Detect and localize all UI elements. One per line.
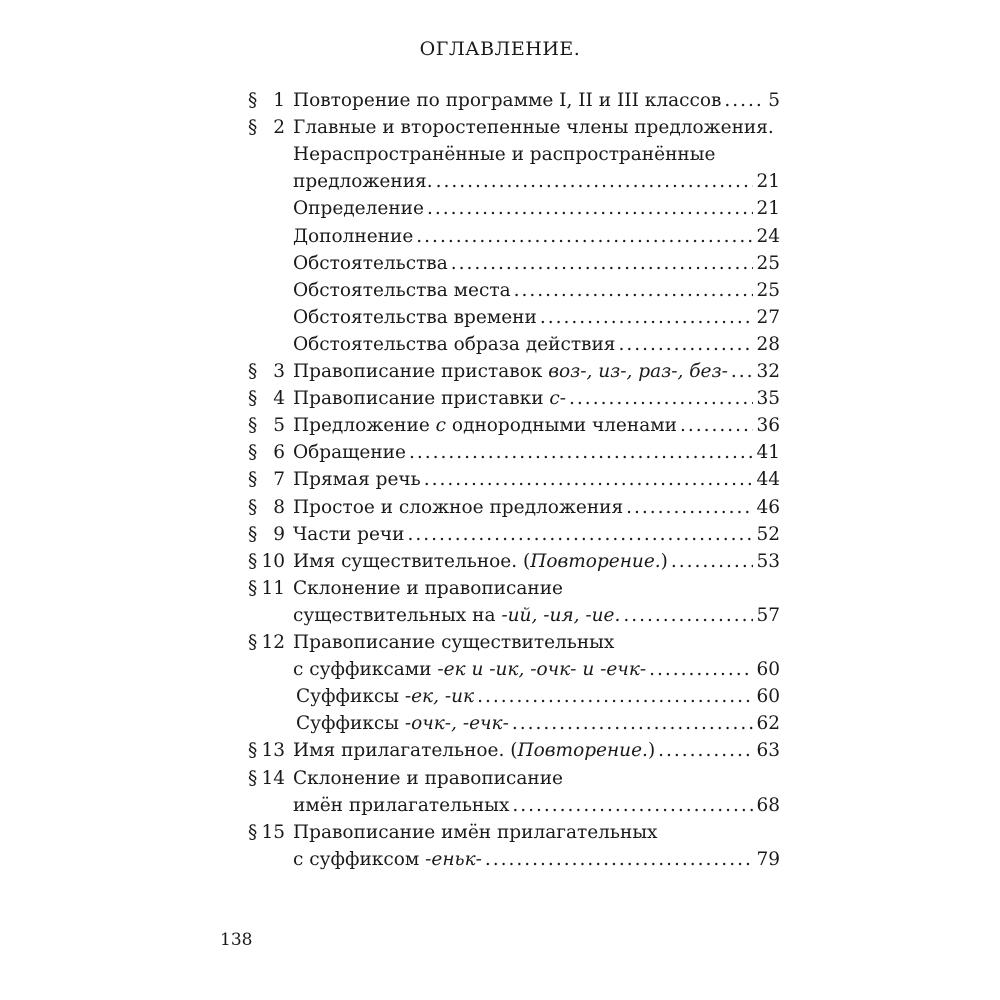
section-sign: §	[248, 632, 258, 653]
section-number: 4	[273, 388, 285, 410]
leader-dots	[409, 439, 754, 466]
section-sign: §	[248, 117, 258, 139]
entry-title: существительных на -ий, -ия, -ие.	[293, 604, 621, 626]
leader-dots	[649, 656, 753, 683]
entry-title: с суффиксом -еньк-	[293, 848, 482, 870]
entry-title: Повторение по программе I, II и III классов	[293, 90, 722, 111]
toc-entry	[293, 521, 780, 548]
toc-line	[0, 87, 1000, 114]
entry-title: Правописание приставки с-	[293, 388, 567, 410]
toc-entry	[293, 575, 780, 602]
entry-page-number: 44	[756, 469, 780, 491]
section-number: 10	[261, 550, 285, 572]
section-number: 14	[261, 767, 285, 789]
entry-title: Прямая речь	[293, 469, 421, 491]
entry-page-number: 60	[756, 659, 780, 681]
entry-page-number: 52	[756, 523, 780, 545]
leader-dots	[569, 385, 753, 412]
section-sign: §	[248, 415, 258, 437]
entry-page-number: 46	[756, 496, 780, 518]
toc-entry	[293, 737, 780, 764]
entry-page-number: 21	[756, 171, 780, 193]
entry-page-number: 68	[756, 794, 780, 816]
entry-title: Склонение и правописание	[293, 577, 564, 599]
entry-page-number: 25	[756, 252, 780, 274]
toc-entry	[293, 656, 780, 683]
entry-page-number: 63	[756, 740, 780, 762]
toc-entry	[293, 494, 780, 521]
toc-line	[0, 656, 1000, 683]
section-number: 13	[261, 740, 285, 762]
toc-line	[0, 141, 1000, 168]
toc-entry	[293, 304, 780, 331]
toc-line	[0, 819, 1000, 846]
leader-dots	[731, 358, 754, 385]
toc-entry	[293, 141, 780, 168]
leader-dots	[623, 602, 753, 629]
section-sign: §	[248, 469, 258, 491]
entry-page-number: 25	[756, 279, 780, 301]
section-sign: §	[248, 740, 258, 762]
entry-title: Предложение с однородными членами	[293, 415, 677, 437]
section-number: 2	[273, 117, 285, 139]
section-number: 11	[261, 577, 285, 599]
entry-title: Правописание существительных	[293, 632, 615, 653]
section-sign: §	[248, 821, 258, 843]
entry-page-number: 35	[756, 388, 780, 410]
toc-line	[0, 629, 1000, 656]
section-sign: §	[248, 577, 258, 599]
entry-title: Обращение	[293, 442, 406, 464]
leader-dots	[626, 494, 753, 521]
toc-entry	[293, 765, 780, 792]
entry-page-number: 62	[756, 713, 780, 735]
leader-dots	[540, 304, 754, 331]
toc-entry	[293, 168, 780, 195]
leader-dots	[724, 87, 765, 114]
leader-dots	[618, 331, 753, 358]
leader-dots	[514, 277, 754, 304]
toc-entry	[293, 466, 780, 493]
leader-dots	[451, 250, 754, 277]
entry-title: Части речи	[293, 523, 405, 545]
toc-line	[0, 358, 1000, 385]
toc-line	[0, 439, 1000, 466]
entry-title: Обстоятельства образа действия	[293, 333, 616, 355]
toc-entry	[293, 602, 780, 629]
leader-dots	[477, 683, 753, 710]
section-sign: §	[248, 496, 258, 518]
toc-entry	[293, 819, 780, 846]
entry-page-number: 41	[756, 442, 780, 464]
entry-title: Обстоятельства времени	[293, 306, 537, 328]
toc-entry	[293, 223, 780, 250]
entry-page-number: 21	[756, 198, 780, 220]
entry-title: Правописание имён прилагательных	[293, 821, 658, 843]
entry-title: Имя прилагательное. (Повторение.)	[293, 740, 656, 762]
toc-entry	[293, 439, 780, 466]
leader-dots	[424, 466, 754, 493]
section-sign: §	[248, 523, 258, 545]
toc-entry	[293, 548, 780, 575]
entry-page-number: 57	[756, 604, 780, 626]
toc-entry	[293, 792, 780, 819]
toc-line	[0, 412, 1000, 439]
entry-page-number: 32	[756, 361, 780, 382]
section-sign: §	[248, 388, 258, 410]
entry-title: с суффиксами -ек и -ик, -очк- и -ечк-	[293, 659, 647, 681]
toc-line	[0, 385, 1000, 412]
leader-dots	[680, 412, 753, 439]
section-number: 12	[261, 632, 285, 653]
toc-line	[0, 521, 1000, 548]
section-number: 3	[273, 361, 285, 382]
entry-page-number: 24	[756, 225, 780, 247]
section-number: 9	[273, 523, 285, 545]
entry-title: Суффиксы -очк-, -ечк-	[296, 713, 509, 735]
toc-line	[0, 114, 1000, 141]
entry-title: Нераспространённые и распространённые	[293, 144, 716, 166]
entry-title: Имя существительное. (Повторение.)	[293, 550, 668, 572]
section-number: 8	[273, 496, 285, 518]
toc-entry	[293, 629, 780, 656]
section-sign: §	[248, 361, 258, 382]
toc-entry	[293, 87, 780, 114]
entry-title: Определение	[293, 198, 424, 220]
leader-dots	[671, 548, 754, 575]
toc-entry	[293, 250, 780, 277]
toc-entry	[293, 385, 780, 412]
section-number: 5	[273, 415, 285, 437]
toc-line	[0, 737, 1000, 764]
leader-dots	[485, 846, 754, 873]
entry-title: Главные и второстепенные члены предложения.	[293, 117, 774, 139]
toc-line	[0, 466, 1000, 493]
toc-entry	[296, 710, 780, 737]
toc-line	[0, 223, 1000, 250]
toc-line	[0, 575, 1000, 602]
toc-entry	[296, 683, 780, 710]
section-sign: §	[248, 90, 258, 111]
section-number: 15	[261, 821, 285, 843]
entry-title: Суффиксы -ек, -ик	[296, 686, 475, 708]
entry-page-number: 27	[756, 306, 780, 328]
toc-line	[0, 277, 1000, 304]
toc-line	[0, 765, 1000, 792]
toc-line	[0, 331, 1000, 358]
toc-line	[0, 548, 1000, 575]
page-title: ОГЛАВЛЕНИЕ.	[419, 38, 581, 60]
entry-title: предложения.	[293, 171, 433, 193]
leader-dots	[416, 223, 753, 250]
section-number: 1	[273, 90, 285, 111]
toc-line	[0, 304, 1000, 331]
toc-line	[0, 792, 1000, 819]
toc-entry	[293, 412, 780, 439]
section-sign: §	[248, 442, 258, 464]
toc-entry	[293, 114, 780, 141]
entry-title: Правописание приставок воз-, из-, раз-, без-	[293, 361, 728, 382]
entry-page-number: 60	[756, 686, 780, 708]
toc-line	[0, 168, 1000, 195]
entry-title: Обстоятельства места	[293, 279, 511, 301]
toc-line	[0, 683, 1000, 710]
toc-line	[0, 602, 1000, 629]
toc-line	[0, 195, 1000, 222]
entry-title: Обстоятельства	[293, 252, 448, 274]
section-sign: §	[248, 550, 258, 572]
section-number: 6	[273, 442, 285, 464]
toc-line	[0, 846, 1000, 873]
section-sign: §	[248, 767, 258, 789]
entry-page-number: 5	[768, 90, 780, 111]
toc-line	[0, 250, 1000, 277]
leader-dots	[658, 737, 753, 764]
entry-title: имён прилагательных	[293, 794, 510, 816]
toc-entry	[293, 358, 780, 385]
page-number: 138	[220, 930, 253, 950]
toc-line	[0, 494, 1000, 521]
toc-line	[0, 710, 1000, 737]
entry-title: Дополнение	[293, 225, 414, 247]
leader-dots	[512, 710, 754, 737]
entry-page-number: 53	[756, 550, 780, 572]
toc-entry	[293, 195, 780, 222]
leader-dots	[512, 792, 753, 819]
entry-page-number: 36	[756, 415, 780, 437]
leader-dots	[408, 521, 754, 548]
entry-page-number: 28	[756, 333, 780, 355]
entry-title: Простое и сложное предложения	[293, 496, 624, 518]
entry-title: Склонение и правописание	[293, 767, 564, 789]
leader-dots	[427, 195, 754, 222]
toc-entry	[293, 331, 780, 358]
toc-entry	[293, 277, 780, 304]
section-number: 7	[273, 469, 285, 491]
toc-entry	[293, 846, 780, 873]
entry-page-number: 79	[756, 848, 780, 870]
leader-dots	[436, 168, 754, 195]
